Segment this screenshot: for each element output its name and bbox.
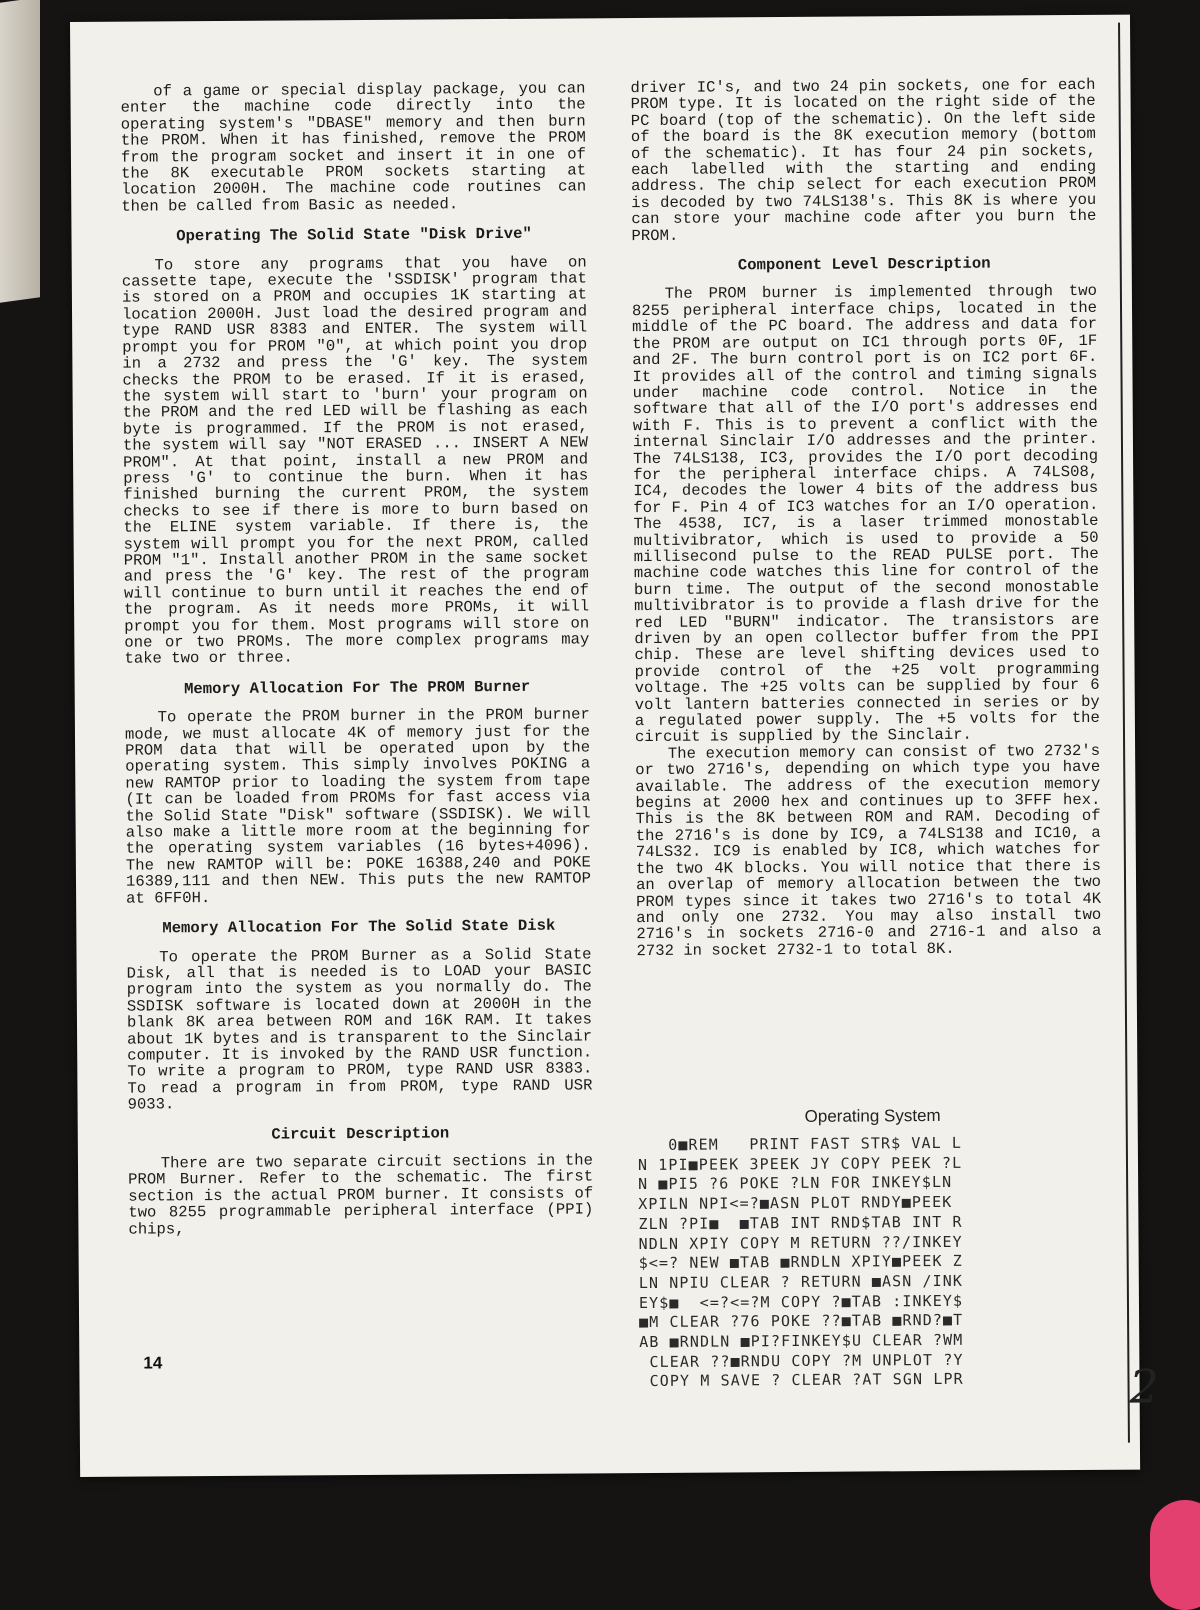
page-number: 14 <box>143 1353 163 1373</box>
os-listing-line: LN NPIU CLEAR ? RETURN ■ASN /INK <box>638 1271 964 1292</box>
right-column <box>630 77 1101 959</box>
section-heading: Circuit Description <box>271 1123 450 1144</box>
os-listing-line: XPILN NPI<=?■ASN PLOT RNDY■PEEK <box>638 1192 953 1214</box>
os-listing-line: N ■PI5 ?6 POKE ?LN FOR INKEY$LN <box>638 1173 953 1194</box>
os-listing-line: NDLN XPIY COPY M RETURN ??/INKEY <box>638 1232 963 1253</box>
os-listing-title: Operating System <box>804 1105 941 1126</box>
background-pink-object <box>1150 1500 1200 1610</box>
body-paragraph: of a game or special display package, you can enter the machine code directly into the operating system's "DBASE" memory and then burn the PROM. When it has finished, remove the PROM from the program socket and insert it in one of the 8K executable PROM sockets starting at location 2000H. The machine code routines can then be called from Basic as needed. <box>120 79 587 216</box>
section-heading: Component Level Description <box>737 254 991 275</box>
body-paragraph: driver IC's, and two 24 pin sockets, one for each PROM type. It is located on the right side of the PC board (top of the schematic). On the left side of the board is the 8K execution memory (bottom of the schematic). It has four 24 pin sockets, each labelled with the starting and ending address. The chip select for each execution PROM is decoded by two 74LS138's. This 8K is where you can store your machine code after you burn the PROM. <box>630 75 1097 245</box>
section-heading: Memory Allocation For The PROM Burner <box>183 677 531 699</box>
operating-system-listing <box>638 1105 1110 1392</box>
os-listing-line: ZLN ?PI■ ■TAB INT RND$TAB INT R <box>638 1212 963 1233</box>
body-paragraph: To operate the PROM Burner as a Solid State Disk, all that is needed is to LOAD your BASIC program into the system as you normally do. The SSDISK software is located down at 2000H in the blank 8K area between ROM and 16K RAM. It takes about 1K bytes and is transparent to the Sinclair computer. It is invoked by the RAND USR function. To write a program to PROM, type RAND USR 8383. To read a program in from PROM, type RAND USR 9033. <box>126 944 593 1114</box>
os-listing-line: 0■REM PRINT FAST STR$ VAL L <box>637 1133 963 1155</box>
margin-rule <box>1118 23 1130 1443</box>
os-listing-line: ■M CLEAR ?76 POKE ??■TAB ■RND?■T <box>639 1311 964 1332</box>
os-listing-line: COPY M SAVE ? CLEAR ?AT SGN LPR <box>639 1370 964 1391</box>
body-paragraph: To store any programs that you have on cassette tape, execute the 'SSDISK' program that is stored on a PROM and occupies 1K starting at location 2000H. Just load the desired program and type RAND USR 8383 and ENTER. The system will prompt you for PROM "0", at which point you drop in a 2732 and press the 'G' key. The system checks the PROM to be erased. If it is erased, the system will start to 'burn' your program on the PROM and the red LED will be flashing as each byte is programmed. If the PROM is not erased, the system will say "NOT ERASED ... INSERT A NEW PROM". At that point, install a new PROM and press 'G' to continue the burn. When it has finished burning the current PROM, the system checks to see if there is more to burn based on the ELINE system variable. If there is, the system will prompt you for the next PROM, called PROM "1". Install another PROM in the same socket and press the 'G' key. The rest of the program will continue to burn until it reaches the end of the program. As it needs more PROMs, it will prompt you for them. Most programs will store on one or two PROMs. The more complex programs may take two or three. <box>121 253 590 669</box>
body-paragraph: The execution memory can consist of two 2732's or two 2716's, depending on which type you have available. The address of the execution memory begins at 2000 hex and continues up to 3FFF hex. This is the 8K between ROM and RAM. Decoding of the 2716's is done by IC9, a 74LS138 and IC10, a 74LS32. IC9 is enabled by IC8, which watches for the two 4K blocks. You will notice that there is an overlap of memory allocation between the two PROM types since it takes two 2716's to total 4K and only one 2732. You may also install two 2716's in sockets 2716-0 and 2716-1 and also a 2732 in socket 2732-1 to total 8K. <box>635 741 1102 960</box>
body-paragraph: To operate the PROM burner in the PROM burner mode, we must allocate 4K of memory just for the PROM data that will be operated upon by the operating system. This simply involves POKING a new RAMTOP prior to loading the system from tape (It can be loaded from PROMs for fast access via the Solid State "Disk" software (SSDISK). We will also make a little more room at the beginning for the operating system variables (16 bytes+4096). The new RAMTOP will be: POKE 16388,240 and POKE 16389,111 and then NEW. This puts the new RAMTOP at 6FF0H. <box>124 705 592 908</box>
os-listing-lines <box>638 1133 1110 1392</box>
handwritten-page-mark: 2 <box>1129 1359 1160 1414</box>
body-paragraph: There are two separate circuit sections in the PROM Burner. Refer to the schematic. The first section is the actual PROM burner. It consists of two 8255 programmable peripheral interface (PPI) chips, <box>128 1151 594 1239</box>
os-listing-line: AB ■RNDLN ■PI?FINKEY$U CLEAR ?WM <box>639 1330 964 1352</box>
body-paragraph: The PROM burner is implemented through two 8255 peripheral interface chips, located in the middle of the PC board. The address and data for the PROM are output on IC1 through ports 0F, 1F and 2F. The burn control port is on IC2 port 6F. It provides all of the control and timing signals under machine code control. Notice in the software that all of the I/O port's addresses end with F. This is to prevent a conflict with the internal Sinclair I/O addresses and the printer. The 74LS138, IC3, provides the I/O port decoding for the peripheral interface chips. A 74LS08, IC4, decodes the lower 4 bits of the address bus for F. Pin 4 of IC3 watches for an I/O operation. The 4538, IC7, is a laser trimmed monostable multivibrator, which is used to provide a 50 millisecond pulse to the READ PULSE port. The machine code watches this line for control of the burn time. The output of the second monostable multivibrator is to provide a flash drive for the red LED "BURN" indicator. The transistors are driven by an open collector buffer from the PPI chip. These are level shifting devices used to provide control of the +25 volt programming voltage. The +25 volts can be supplied by four 6 volt lantern batteries connected in series or by a regulated power supply. The +5 volts for the circuit is supplied by the Sinclair. <box>631 282 1100 747</box>
section-heading: Memory Allocation For The Solid State Disk <box>162 916 556 938</box>
os-listing-line: EY$■ <=?<=?M COPY ?■TAB :INKEY$ <box>638 1291 964 1312</box>
os-listing-line: $<=? NEW ■TAB ■RNDLN XPIY■PEEK Z <box>638 1252 963 1273</box>
background-paper-edge <box>0 0 40 303</box>
left-column <box>120 80 593 1237</box>
section-heading: Operating The Solid State "Disk Drive" <box>176 225 532 246</box>
magazine-page <box>70 15 1160 1477</box>
os-listing-line: N 1PI■PEEK 3PEEK JY COPY PEEK ?L <box>637 1153 963 1174</box>
os-listing-line: CLEAR ??■RNDU COPY ?M UNPLOT ?Y <box>639 1350 964 1371</box>
